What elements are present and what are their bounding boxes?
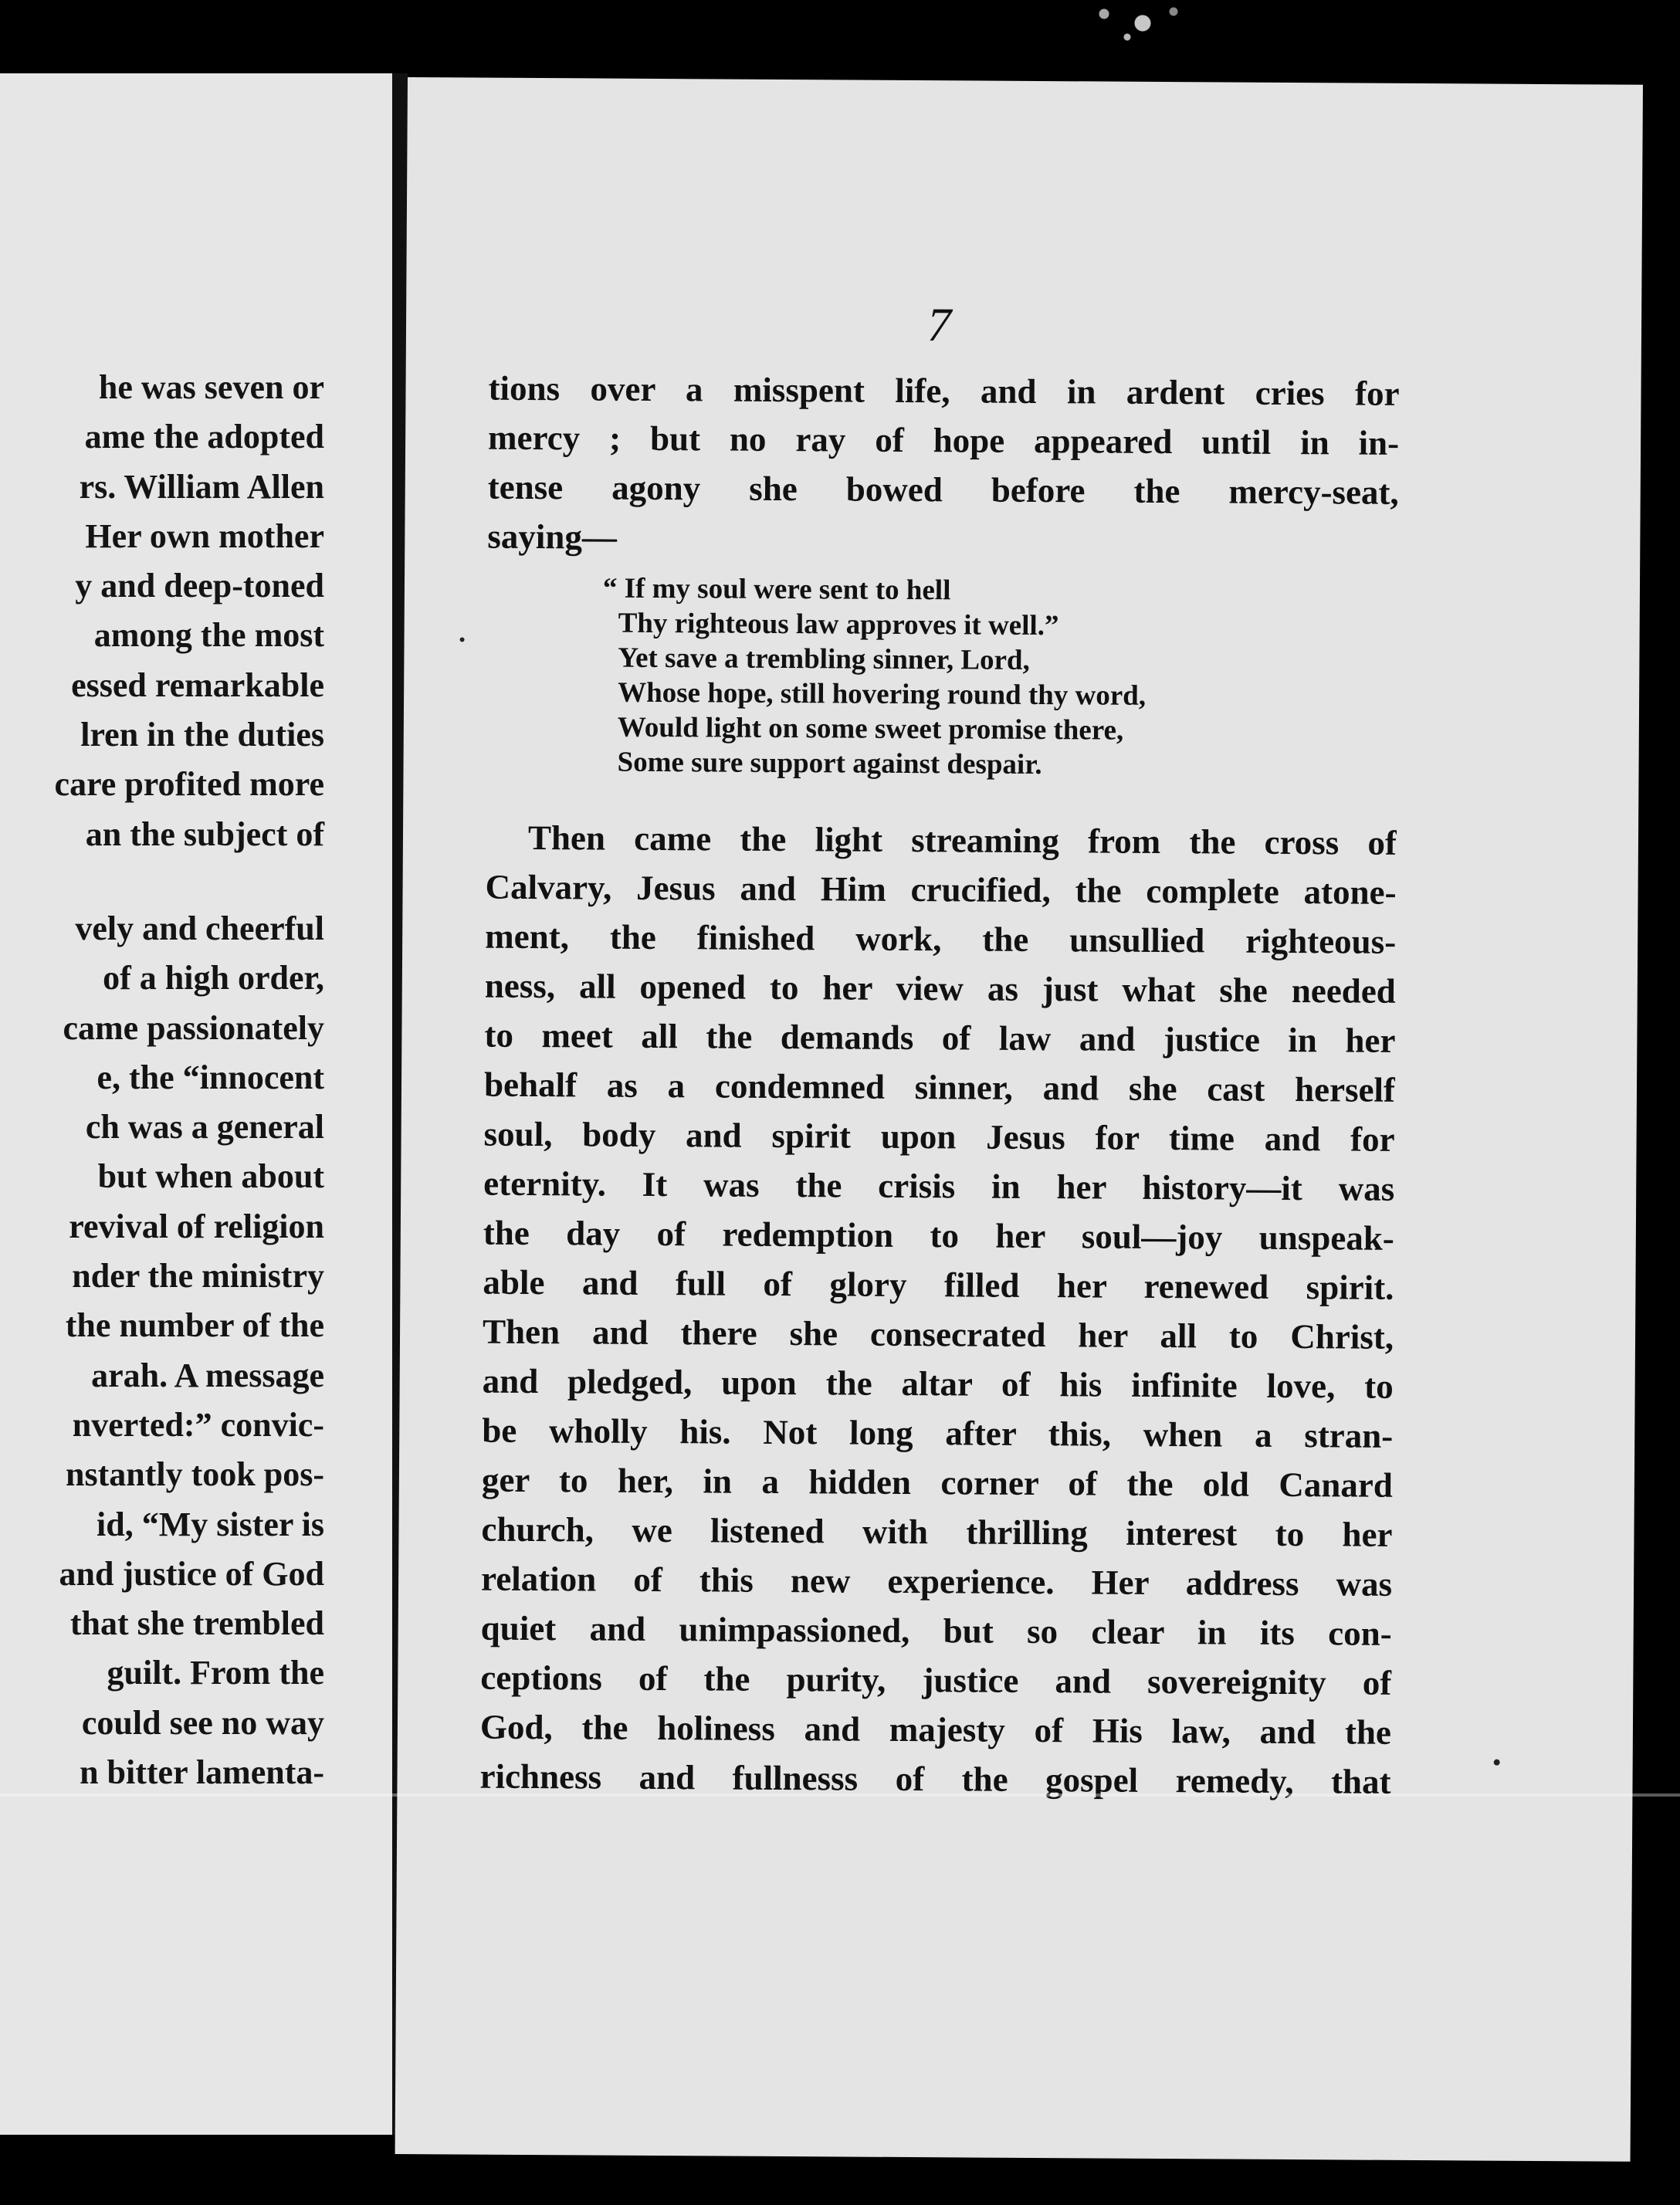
- opening-paragraph: [487, 364, 1400, 567]
- previous-page-line: vely and cheerful: [75, 909, 324, 947]
- text-line: Calvary, Jesus and Him crucified, the complete atone-: [485, 867, 1397, 912]
- text-line: saying—: [487, 517, 618, 557]
- text-line: soul, body and spirit upon Jesus for time and for: [483, 1114, 1395, 1159]
- previous-page-line: guilt. From the: [107, 1654, 324, 1692]
- previous-page-line: Her own mother: [85, 517, 324, 555]
- text-line: richness and fullnesss of the gospel remedy, that: [479, 1756, 1391, 1801]
- previous-page-line: nder the ministry: [72, 1257, 324, 1296]
- poem-line: Would light on some sweet promise there,: [617, 711, 1124, 747]
- previous-page-line: e, the “innocent: [97, 1058, 324, 1096]
- poem-line: Some sure support against despair.: [617, 746, 1042, 781]
- previous-page-line: essed remarkable: [71, 666, 324, 704]
- previous-page-text: [0, 363, 324, 1797]
- text-line: tense agony she bowed before the mercy-seat,: [487, 467, 1399, 512]
- previous-page-line: an the subject of: [85, 815, 324, 853]
- previous-page-line: ame the adopted: [84, 418, 324, 456]
- page-number: 7: [926, 299, 952, 352]
- previous-page-line: and justice of God: [59, 1554, 324, 1593]
- previous-page: [0, 73, 394, 2135]
- main-paragraph: [479, 813, 1397, 1807]
- previous-page-line: of a high order,: [103, 959, 324, 998]
- previous-page-line: id, “My sister is: [97, 1505, 324, 1543]
- text-line: mercy ; but no ray of hope appeared until in in-: [487, 418, 1400, 462]
- previous-page-line: revival of religion: [69, 1207, 324, 1245]
- text-line: ger to her, in a hidden corner of the old Canard: [481, 1460, 1394, 1505]
- text-line: the day of redemption to her soul—joy unspeak-: [483, 1213, 1394, 1258]
- previous-page-line: that she trembled: [69, 1604, 324, 1643]
- text-line: Then and there she consecrated her all to Christ,: [482, 1312, 1394, 1357]
- text-line: quiet and unimpassioned, but so clear in its con-: [480, 1608, 1392, 1653]
- previous-page-line: could see no way: [81, 1703, 324, 1742]
- scan-artifact-line: [0, 1793, 1680, 1797]
- text-line: able and full of glory filled her renewed spirit.: [483, 1262, 1394, 1307]
- text-line: be wholly his. Not long after this, when a stran-: [482, 1411, 1394, 1455]
- scan-dot: [1494, 1760, 1500, 1766]
- text-line: God, the holiness and majesty of His law, and the: [479, 1707, 1392, 1752]
- previous-page-line: came passionately: [63, 1008, 324, 1047]
- previous-page-line: care profited more: [54, 765, 324, 804]
- text-line: eternity. It was the crisis in her history—it was: [483, 1163, 1395, 1208]
- previous-page-line: arah. A message: [91, 1356, 324, 1394]
- previous-page-line: rs. William Allen: [79, 467, 324, 506]
- previous-page-line: n bitter lamenta-: [80, 1753, 324, 1792]
- text-line: to meet all the demands of law and justice in her: [484, 1015, 1396, 1060]
- poem-quote: [601, 571, 1398, 784]
- previous-page-line: nverted:” convic-: [72, 1405, 324, 1444]
- previous-page-line: among the most: [93, 616, 324, 655]
- poem-line: Thy righteous law approves it well.”: [618, 607, 1059, 642]
- text-line: ment, the finished work, the unsullied righteous-: [485, 916, 1397, 961]
- previous-page-line: [0, 859, 324, 904]
- previous-page-line: y and deep-toned: [75, 567, 324, 605]
- page-body: [479, 364, 1399, 1807]
- text-line: Then came the light streaming from the cross of: [527, 818, 1397, 862]
- previous-page-line: he was seven or: [98, 368, 324, 406]
- text-line: ness, all opened to her view as just what she needed: [484, 966, 1396, 1011]
- scan-speckle: [1058, 0, 1212, 46]
- text-line: church, we listened with thrilling interest to her: [481, 1509, 1393, 1554]
- poem-line: Yet save a trembling sinner, Lord,: [618, 642, 1030, 676]
- previous-page-line: the number of the: [65, 1306, 324, 1345]
- previous-page-line: ch was a general: [85, 1108, 324, 1147]
- scan-dot: [460, 637, 465, 642]
- text-line: tions over a misspent life, and in ardent cries for: [488, 368, 1400, 413]
- text-line: ceptions of the purity, justice and sovereignity of: [480, 1658, 1392, 1702]
- previous-page-line: lren in the duties: [80, 716, 324, 754]
- current-page: [395, 77, 1643, 2162]
- text-line: relation of this new experience. Her address was: [480, 1559, 1393, 1604]
- previous-page-line: but when about: [97, 1157, 324, 1196]
- previous-page-line: nstantly took pos-: [66, 1455, 324, 1494]
- poem-line: “ If my soul were sent to hell: [602, 572, 951, 607]
- text-line: behalf as a condemned sinner, and she cast herself: [483, 1065, 1396, 1109]
- text-line: and pledged, upon the altar of his infinite love, to: [482, 1361, 1394, 1406]
- poem-line: Whose hope, still hovering round thy word,: [618, 676, 1147, 712]
